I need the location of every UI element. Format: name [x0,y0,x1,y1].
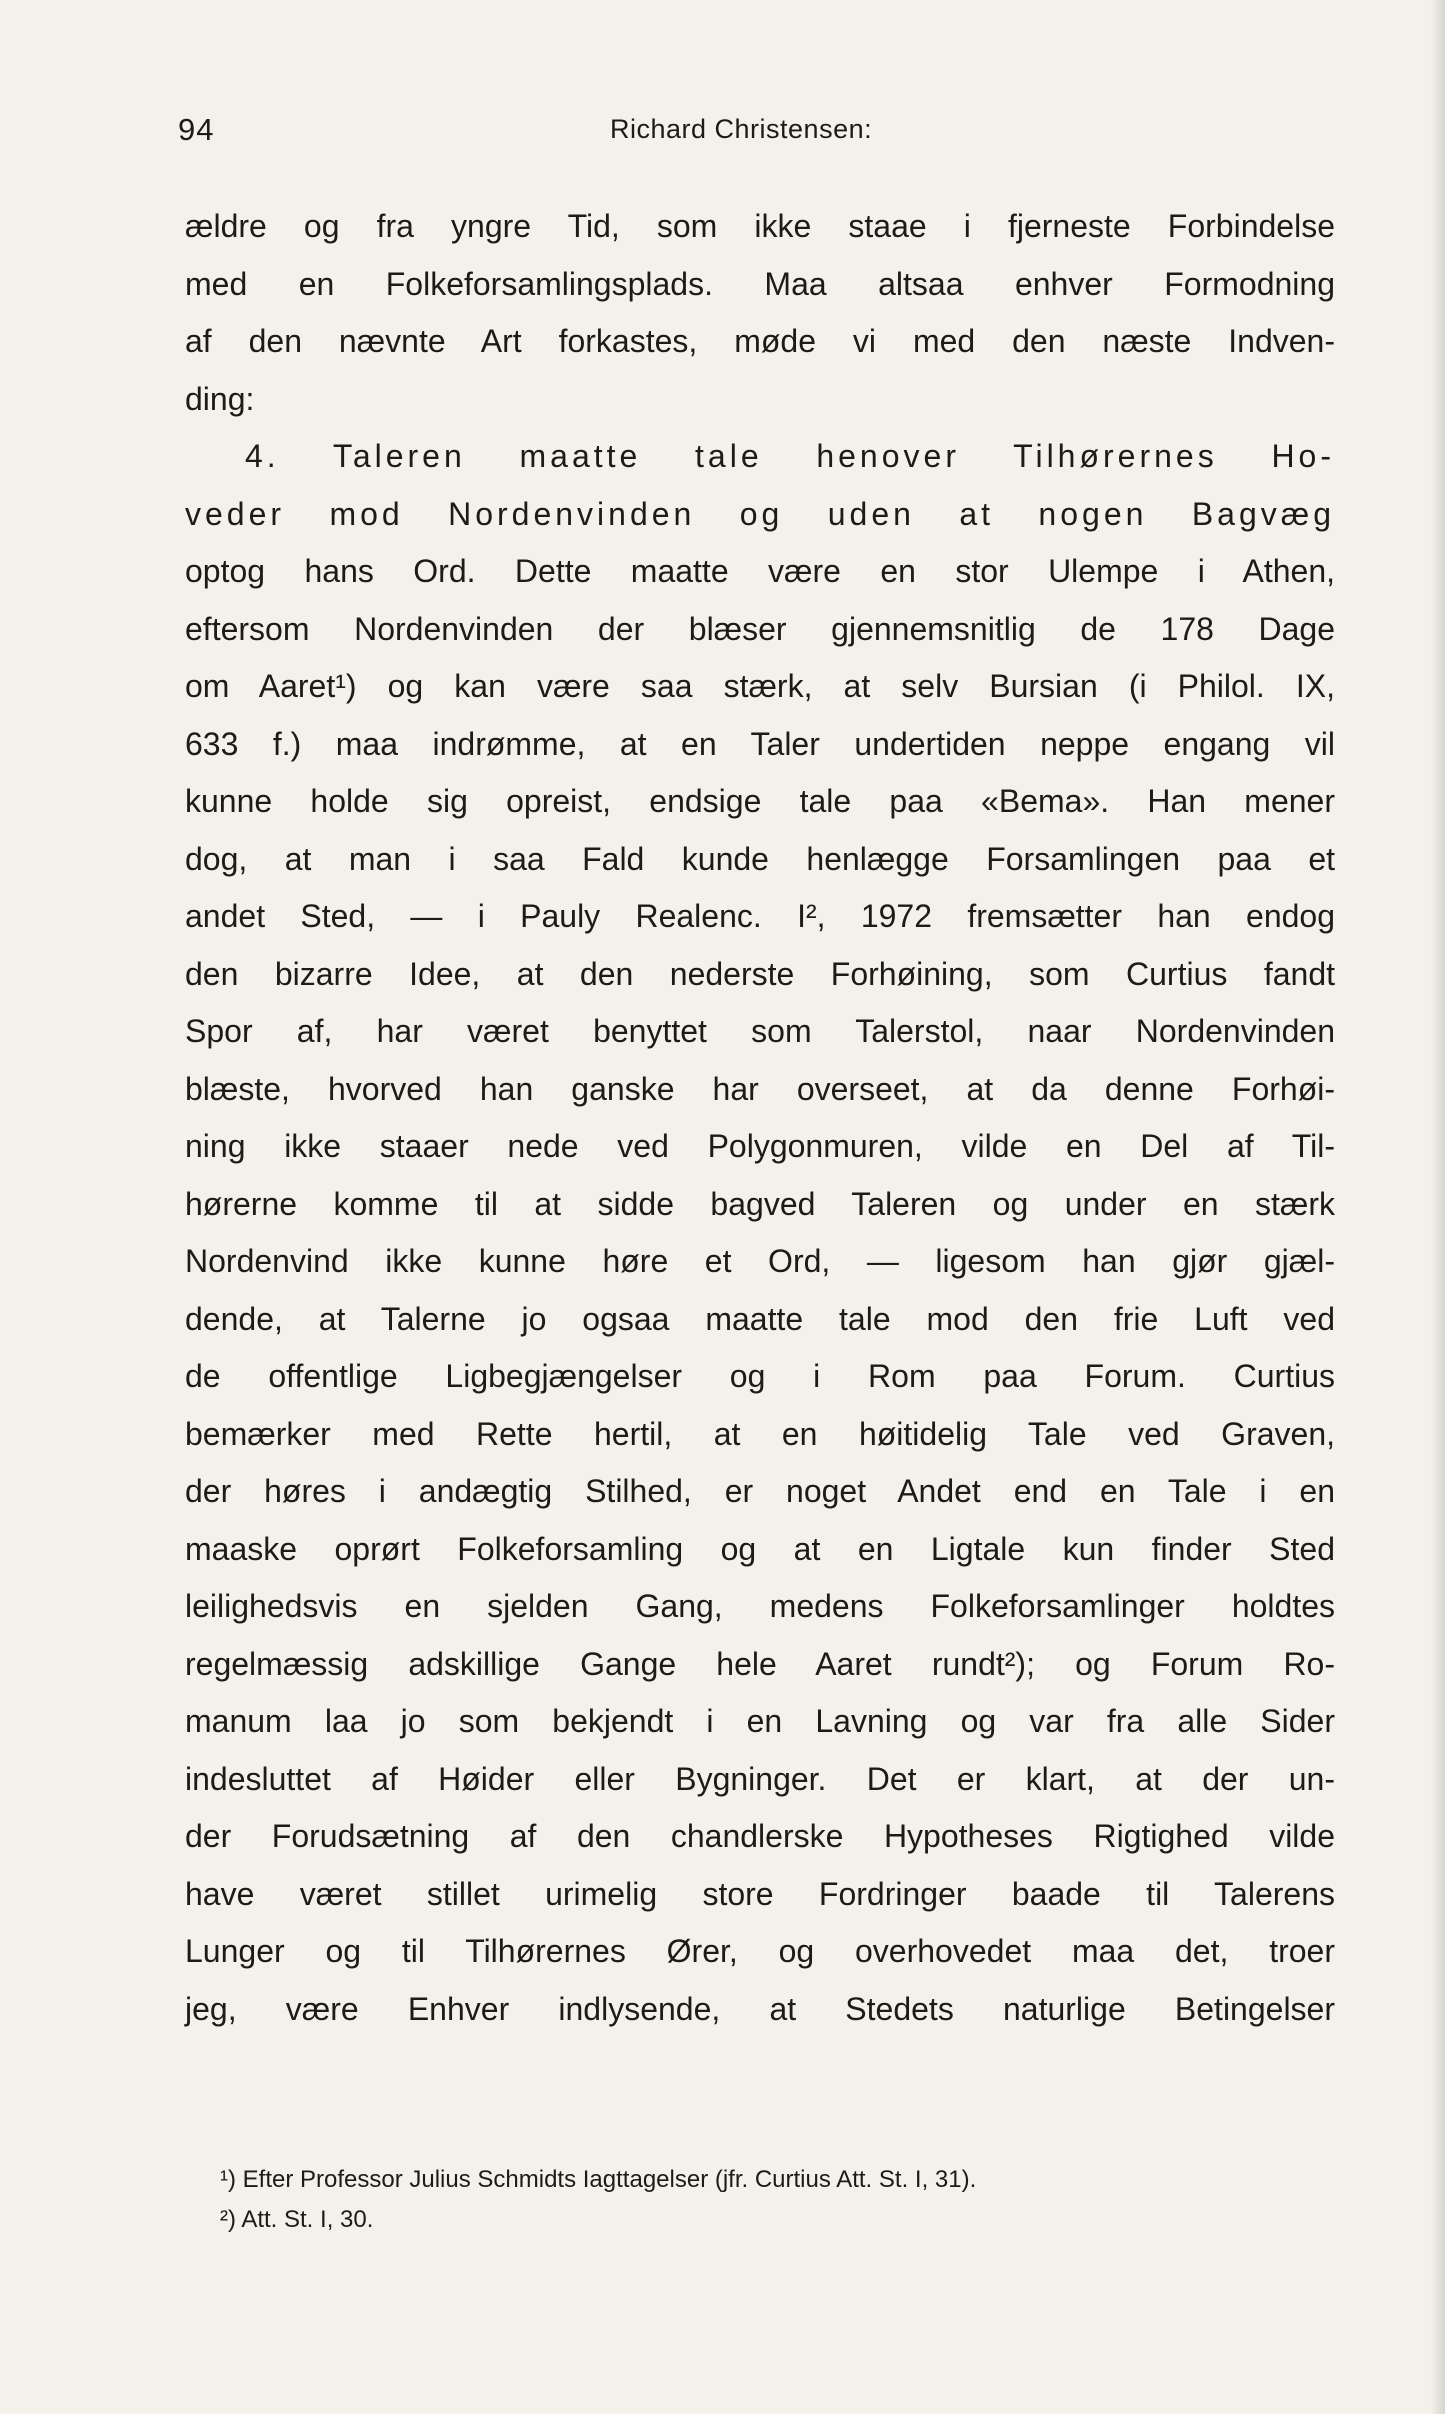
text-line: Spor af, har været benyttet som Talerstol, naar Nordenvinden [185,1013,1335,1049]
text-line: blæste, hvorved han ganske har overseet, at da denne Forhøi- [185,1070,1335,1107]
text-line: jeg, være Enhver indlysende, at Stedets naturlige Betingelser [185,1990,1335,2027]
text-line: med en Folkeforsamlingsplads. Maa altsaa enhver Formodning [185,265,1335,302]
text-line: de offentlige Ligbegjængelser og i Rom paa Forum. Curtius [185,1358,1335,1394]
text-line: om Aaret¹) og kan være saa stærk, at selv Bursian (i Philol. IX, [185,668,1335,704]
text-line: regelmæssig adskillige Gange hele Aaret rundt²); og Forum Ro- [185,1645,1335,1682]
text-line: eftersom Nordenvinden der blæser gjennemsnitlig de 178 Dage [185,610,1335,647]
text-line: 633 f.) maa indrømme, at en Taler undertiden neppe engang vil [185,725,1335,762]
section-heading-line: 4. Taleren maatte tale henover Tilhørernes Ho- [245,438,1335,474]
text-line: leilighedsvis en sjelden Gang, medens Folkeforsamlinger holdtes [185,1588,1335,1624]
text-line: der Forudsætning af den chandlerske Hypotheses Rigtighed vilde [185,1818,1335,1854]
text-line: hørerne komme til at sidde bagved Taleren og under en stærk [185,1185,1335,1222]
text-line: bemærker med Rette hertil, at en høitidelig Tale ved Graven, [185,1415,1335,1452]
footnotes [220,2160,1320,2240]
page-edge-shadow [1431,0,1445,2414]
text-line: indesluttet af Høider eller Bygninger. Det er klart, at der un- [185,1760,1335,1797]
page-number: 94 [178,112,215,147]
text-line: ældre og fra yngre Tid, som ikke staae i fjerneste Forbindelse [185,208,1335,244]
footnote: ¹) Efter Professor Julius Schmidts Iagttagelser (jfr. Curtius Att. St. I, 31). [220,2166,977,2193]
text-line: Nordenvind ikke kunne høre et Ord, — ligesom han gjør gjæl- [185,1243,1335,1279]
running-head: Richard Christensen: [610,114,873,144]
text-line: der høres i andægtig Stilhed, er noget Andet end en Tale i en [185,1473,1335,1509]
text-line: ding: [185,380,255,417]
text-line: have været stillet urimelig store Fordringer baade til Talerens [185,1875,1335,1912]
text-line: Lunger og til Tilhørernes Ører, og overhovedet maa det, troer [185,1933,1335,1969]
section-heading-line: veder mod Nordenvinden og uden at nogen Bagvæg [185,495,1335,532]
footnote: ²) Att. St. I, 30. [220,2206,374,2233]
text-line: dog, at man i saa Fald kunde henlægge Forsamlingen paa et [185,840,1335,877]
text-line: ning ikke staaer nede ved Polygonmuren, vilde en Del af Til- [185,1128,1335,1164]
page-header [0,112,1445,152]
text-line: af den nævnte Art forkastes, møde vi med den næste Indven- [185,323,1335,359]
text-line: andet Sted, — i Pauly Realenc. I², 1972 fremsætter han endog [185,898,1335,934]
text-line: den bizarre Idee, at den nederste Forhøining, som Curtius fandt [185,955,1335,992]
text-line: manum laa jo som bekjendt i en Lavning og var fra alle Sider [185,1703,1335,1739]
text-line: dende, at Talerne jo ogsaa maatte tale mod den frie Luft ved [185,1300,1335,1337]
text-line: kunne holde sig opreist, endsige tale paa «Bema». Han mener [185,783,1335,819]
text-line: maaske oprørt Folkeforsamling og at en Ligtale kun finder Sted [185,1530,1335,1567]
body-text [185,198,1335,2038]
text-line: optog hans Ord. Dette maatte være en stor Ulempe i Athen, [185,553,1335,589]
